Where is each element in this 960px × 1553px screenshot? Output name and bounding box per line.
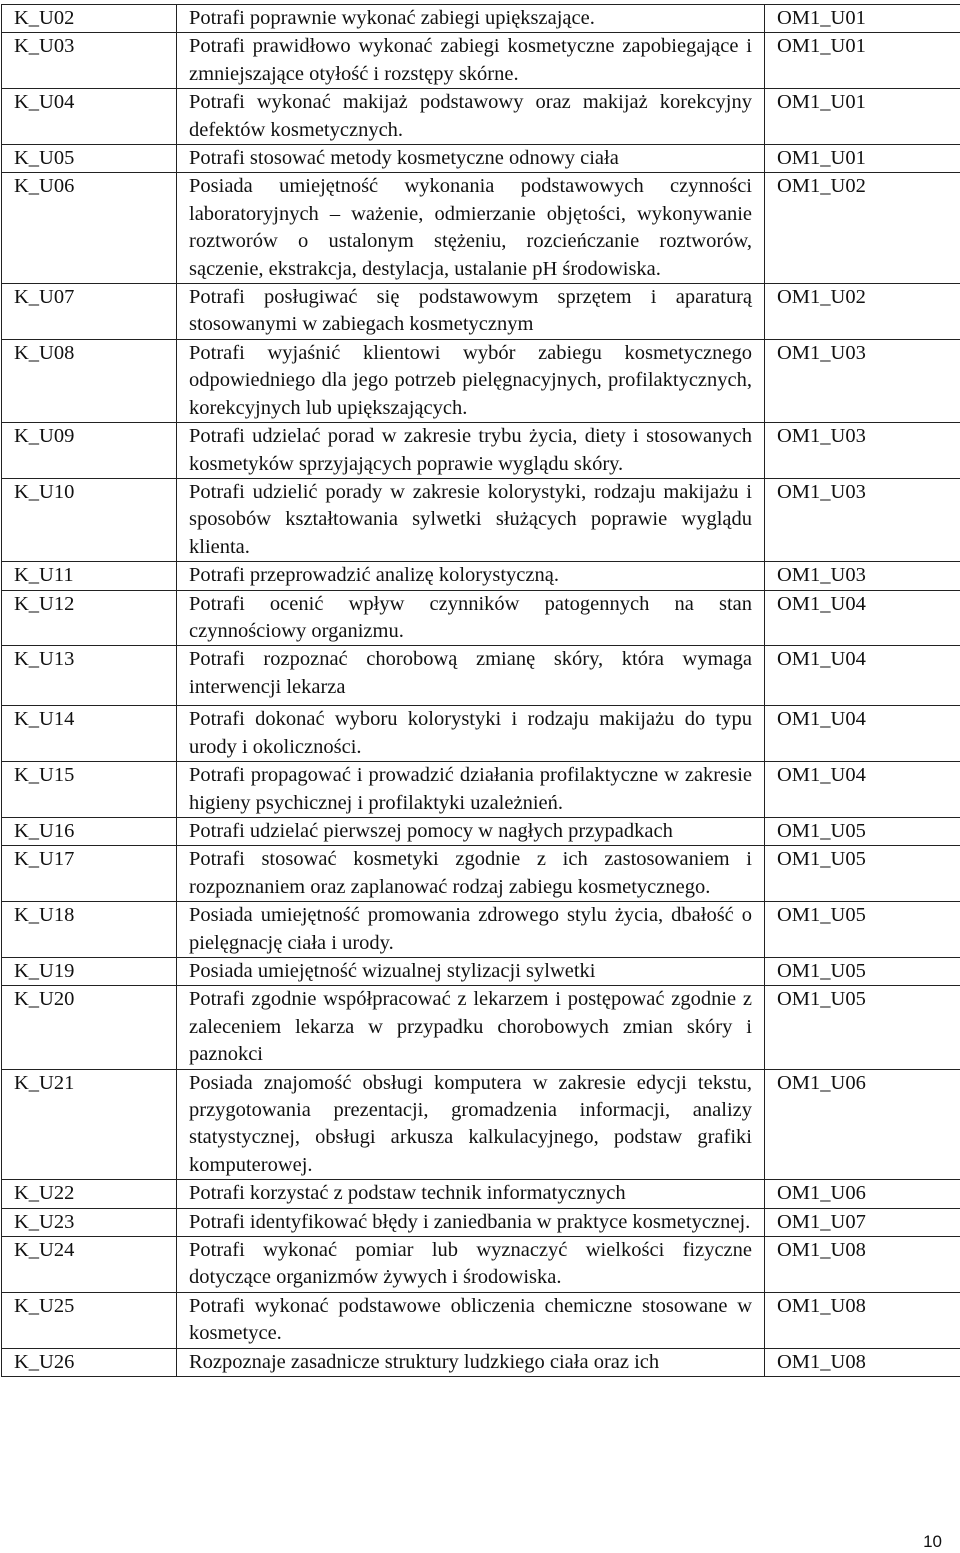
- table-row: [2, 145, 960, 173]
- outcome-reference: OM1_U02: [765, 284, 960, 340]
- outcome-description: Potrafi zgodnie współpracować z lekarzem i postępować zgodnie z zaleceniem lekarza w przypadku chorobowych zmian skóry i paznokci: [177, 986, 765, 1069]
- outcome-code: K_U02: [2, 5, 177, 33]
- outcome-reference: OM1_U05: [765, 817, 960, 845]
- outcome-reference: OM1_U03: [765, 423, 960, 479]
- outcome-description: Posiada umiejętność promowania zdrowego stylu życia, dbałość o pielęgnację ciała i urody.: [177, 902, 765, 958]
- outcome-code: K_U15: [2, 762, 177, 818]
- outcome-description: Posiada znajomość obsługi komputera w zakresie edycji tekstu, przygotowania prezentacji, gromadzenia informacji, analizy statystycznej, obsługi arkusza kalkulacyjnego, podstaw grafiki komputerowej.: [177, 1069, 765, 1180]
- outcome-reference: OM1_U08: [765, 1292, 960, 1348]
- outcome-code: K_U14: [2, 706, 177, 762]
- outcome-reference: OM1_U02: [765, 173, 960, 284]
- table-row: [2, 1292, 960, 1348]
- outcome-reference: OM1_U08: [765, 1237, 960, 1293]
- table-row: [2, 5, 960, 33]
- outcome-description: Potrafi udzielać pierwszej pomocy w nagłych przypadkach: [177, 817, 765, 845]
- outcome-code: K_U06: [2, 173, 177, 284]
- table-row: [2, 423, 960, 479]
- outcome-reference: OM1_U04: [765, 706, 960, 762]
- outcome-description: Potrafi stosować kosmetyki zgodnie z ich zastosowaniem i rozpoznaniem oraz zaplanować rodzaj zabiegu kosmetycznego.: [177, 846, 765, 902]
- outcome-description: Potrafi wykonać podstawowe obliczenia chemiczne stosowane w kosmetyce.: [177, 1292, 765, 1348]
- outcome-reference: OM1_U06: [765, 1069, 960, 1180]
- outcome-description: Potrafi wykonać makijaż podstawowy oraz makijaż korekcyjny defektów kosmetycznych.: [177, 89, 765, 145]
- outcome-code: K_U11: [2, 562, 177, 590]
- outcome-code: K_U12: [2, 590, 177, 646]
- outcome-reference: OM1_U04: [765, 646, 960, 706]
- outcome-description: Potrafi przeprowadzić analizę kolorystyczną.: [177, 562, 765, 590]
- outcome-reference: OM1_U01: [765, 5, 960, 33]
- page-number: 10: [923, 1532, 942, 1551]
- outcome-description: Potrafi stosować metody kosmetyczne odnowy ciała: [177, 145, 765, 173]
- outcome-code: K_U03: [2, 33, 177, 89]
- table-body: [2, 5, 960, 1377]
- outcome-reference: OM1_U04: [765, 762, 960, 818]
- outcome-description: Potrafi udzielić porady w zakresie kolorystyki, rodzaju makijażu i sposobów kształtowania sylwetki służących poprawie wyglądu klienta.: [177, 478, 765, 561]
- outcome-code: K_U23: [2, 1208, 177, 1236]
- outcome-reference: OM1_U03: [765, 478, 960, 561]
- outcome-code: K_U09: [2, 423, 177, 479]
- table-row: [2, 339, 960, 422]
- outcome-reference: OM1_U03: [765, 562, 960, 590]
- outcome-reference: OM1_U03: [765, 339, 960, 422]
- outcome-description: Potrafi rozpoznać chorobową zmianę skóry, która wymaga interwencji lekarza: [177, 646, 765, 706]
- table-row: [2, 646, 960, 706]
- outcome-code: K_U20: [2, 986, 177, 1069]
- outcome-code: K_U16: [2, 817, 177, 845]
- outcome-code: K_U10: [2, 478, 177, 561]
- outcome-description: Potrafi propagować i prowadzić działania profilaktyczne w zakresie higieny psychicznej i profilaktyki uzależnień.: [177, 762, 765, 818]
- table-row: [2, 1180, 960, 1208]
- outcome-description: Potrafi ocenić wpływ czynników patogennych na stan czynnościowy organizmu.: [177, 590, 765, 646]
- outcome-description: Potrafi korzystać z podstaw technik informatycznych: [177, 1180, 765, 1208]
- outcome-code: K_U07: [2, 284, 177, 340]
- table-row: [2, 986, 960, 1069]
- table-row: [2, 1069, 960, 1180]
- outcome-code: K_U25: [2, 1292, 177, 1348]
- outcome-description: Potrafi udzielać porad w zakresie trybu życia, diety i stosowanych kosmetyków sprzyjających poprawie wyglądu skóry.: [177, 423, 765, 479]
- table-row: [2, 562, 960, 590]
- table-row: [2, 817, 960, 845]
- outcome-code: K_U17: [2, 846, 177, 902]
- outcome-code: K_U04: [2, 89, 177, 145]
- outcome-description: Potrafi wykonać pomiar lub wyznaczyć wielkości fizyczne dotyczące organizmów żywych i środowiska.: [177, 1237, 765, 1293]
- outcome-description: Potrafi prawidłowo wykonać zabiegi kosmetyczne zapobiegające i zmniejszające otyłość i rozstępy skórne.: [177, 33, 765, 89]
- table-row: [2, 706, 960, 762]
- outcome-code: K_U21: [2, 1069, 177, 1180]
- outcome-reference: OM1_U07: [765, 1208, 960, 1236]
- outcome-reference: OM1_U05: [765, 958, 960, 986]
- table-row: [2, 1237, 960, 1293]
- outcome-code: K_U24: [2, 1237, 177, 1293]
- outcome-code: K_U26: [2, 1348, 177, 1376]
- table-row: [2, 902, 960, 958]
- outcome-reference: OM1_U04: [765, 590, 960, 646]
- table-row: [2, 284, 960, 340]
- table-row: [2, 478, 960, 561]
- outcome-reference: OM1_U06: [765, 1180, 960, 1208]
- table-row: [2, 958, 960, 986]
- outcome-reference: OM1_U05: [765, 986, 960, 1069]
- outcome-description: Potrafi poprawnie wykonać zabiegi upiększające.: [177, 5, 765, 33]
- outcome-reference: OM1_U08: [765, 1348, 960, 1376]
- table-row: [2, 590, 960, 646]
- outcome-description: Potrafi posługiwać się podstawowym sprzętem i aparaturą stosowanymi w zabiegach kosmetycznym: [177, 284, 765, 340]
- table-row: [2, 89, 960, 145]
- table-row: [2, 846, 960, 902]
- table-row: [2, 762, 960, 818]
- outcome-description: Rozpoznaje zasadnicze struktury ludzkiego ciała oraz ich: [177, 1348, 765, 1376]
- outcome-reference: OM1_U05: [765, 846, 960, 902]
- outcome-description: Potrafi wyjaśnić klientowi wybór zabiegu kosmetycznego odpowiedniego dla jego potrzeb pielęgnacyjnych, profilaktycznych, korekcyjnych lub upiększających.: [177, 339, 765, 422]
- table-row: [2, 1348, 960, 1376]
- outcome-reference: OM1_U01: [765, 145, 960, 173]
- table-row: [2, 173, 960, 284]
- outcome-code: K_U19: [2, 958, 177, 986]
- table-row: [2, 1208, 960, 1236]
- outcome-description: Potrafi identyfikować błędy i zaniedbania w praktyce kosmetycznej.: [177, 1208, 765, 1236]
- outcome-code: K_U13: [2, 646, 177, 706]
- outcome-reference: OM1_U05: [765, 902, 960, 958]
- outcome-reference: OM1_U01: [765, 33, 960, 89]
- outcome-description: Posiada umiejętność wykonania podstawowych czynności laboratoryjnych – ważenie, odmierzanie objętości, wykonywanie roztworów o ustalonym stężeniu, rozcieńczanie roztworów, sączenie, ekstrakcja, destylacja, ustalanie pH środowiska.: [177, 173, 765, 284]
- table-row: [2, 33, 960, 89]
- outcome-code: K_U08: [2, 339, 177, 422]
- outcome-code: K_U22: [2, 1180, 177, 1208]
- outcome-reference: OM1_U01: [765, 89, 960, 145]
- outcome-code: K_U05: [2, 145, 177, 173]
- learning-outcomes-table: [1, 4, 960, 1377]
- outcome-description: Potrafi dokonać wyboru kolorystyki i rodzaju makijażu do typu urody i okoliczności.: [177, 706, 765, 762]
- outcome-description: Posiada umiejętność wizualnej stylizacji sylwetki: [177, 958, 765, 986]
- outcome-code: K_U18: [2, 902, 177, 958]
